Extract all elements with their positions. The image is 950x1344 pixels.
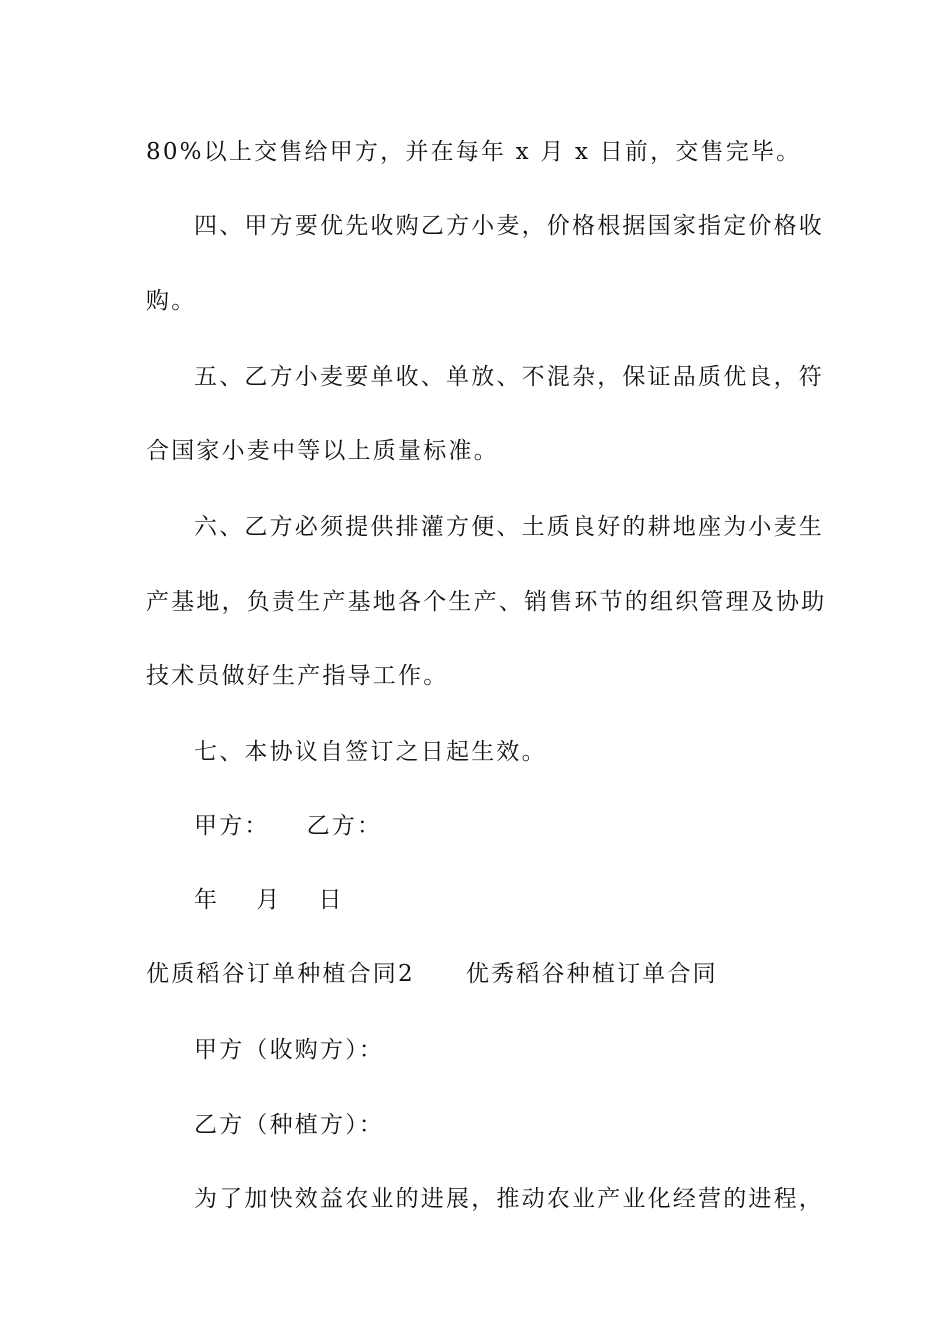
heading-right: 优秀稻谷种植订单合同 bbox=[465, 961, 718, 987]
clause-four-continuation: 购。 bbox=[146, 288, 197, 314]
signature-line bbox=[194, 811, 864, 841]
party-a-heading: 甲方（收购方）： bbox=[194, 1037, 385, 1063]
date-day: 日 bbox=[318, 887, 344, 913]
party-b-heading: 乙方（种植方）： bbox=[194, 1112, 385, 1138]
date-month: 月 bbox=[256, 887, 282, 913]
clause-six-continuation-1: 产基地，负责生产基地各个生产、销售环节的组织管理及协助 bbox=[146, 589, 827, 615]
contract-heading bbox=[146, 959, 816, 989]
paragraph-line: 80%以上交售给甲方，并在每年 x 月 x 日前，交售完毕。 bbox=[146, 139, 802, 165]
clause-five-line: 五、乙方小麦要单收、单放、不混杂，保证品质优良，符 bbox=[194, 364, 824, 390]
clause-six-line: 六、乙方必须提供排灌方便、土质良好的耕地座为小麦生 bbox=[194, 514, 824, 540]
party-b-label: 乙方： bbox=[306, 813, 383, 839]
party-a-label: 甲方： bbox=[194, 813, 270, 839]
heading-left: 优质稻谷订单种植合同2 bbox=[146, 961, 415, 987]
clause-six-continuation-2: 技术员做好生产指导工作。 bbox=[146, 663, 449, 689]
clause-five-continuation: 合国家小麦中等以上质量标准。 bbox=[146, 438, 499, 464]
preamble-line: 为了加快效益农业的进展，推动农业产业化经营的进程， bbox=[194, 1186, 824, 1212]
clause-seven-line: 七、本协议自签订之日起生效。 bbox=[194, 739, 547, 765]
clause-four-line: 四、甲方要优先收购乙方小麦，价格根据国家指定价格收 bbox=[194, 213, 824, 239]
date-year: 年 bbox=[194, 887, 220, 913]
date-line bbox=[194, 885, 864, 915]
